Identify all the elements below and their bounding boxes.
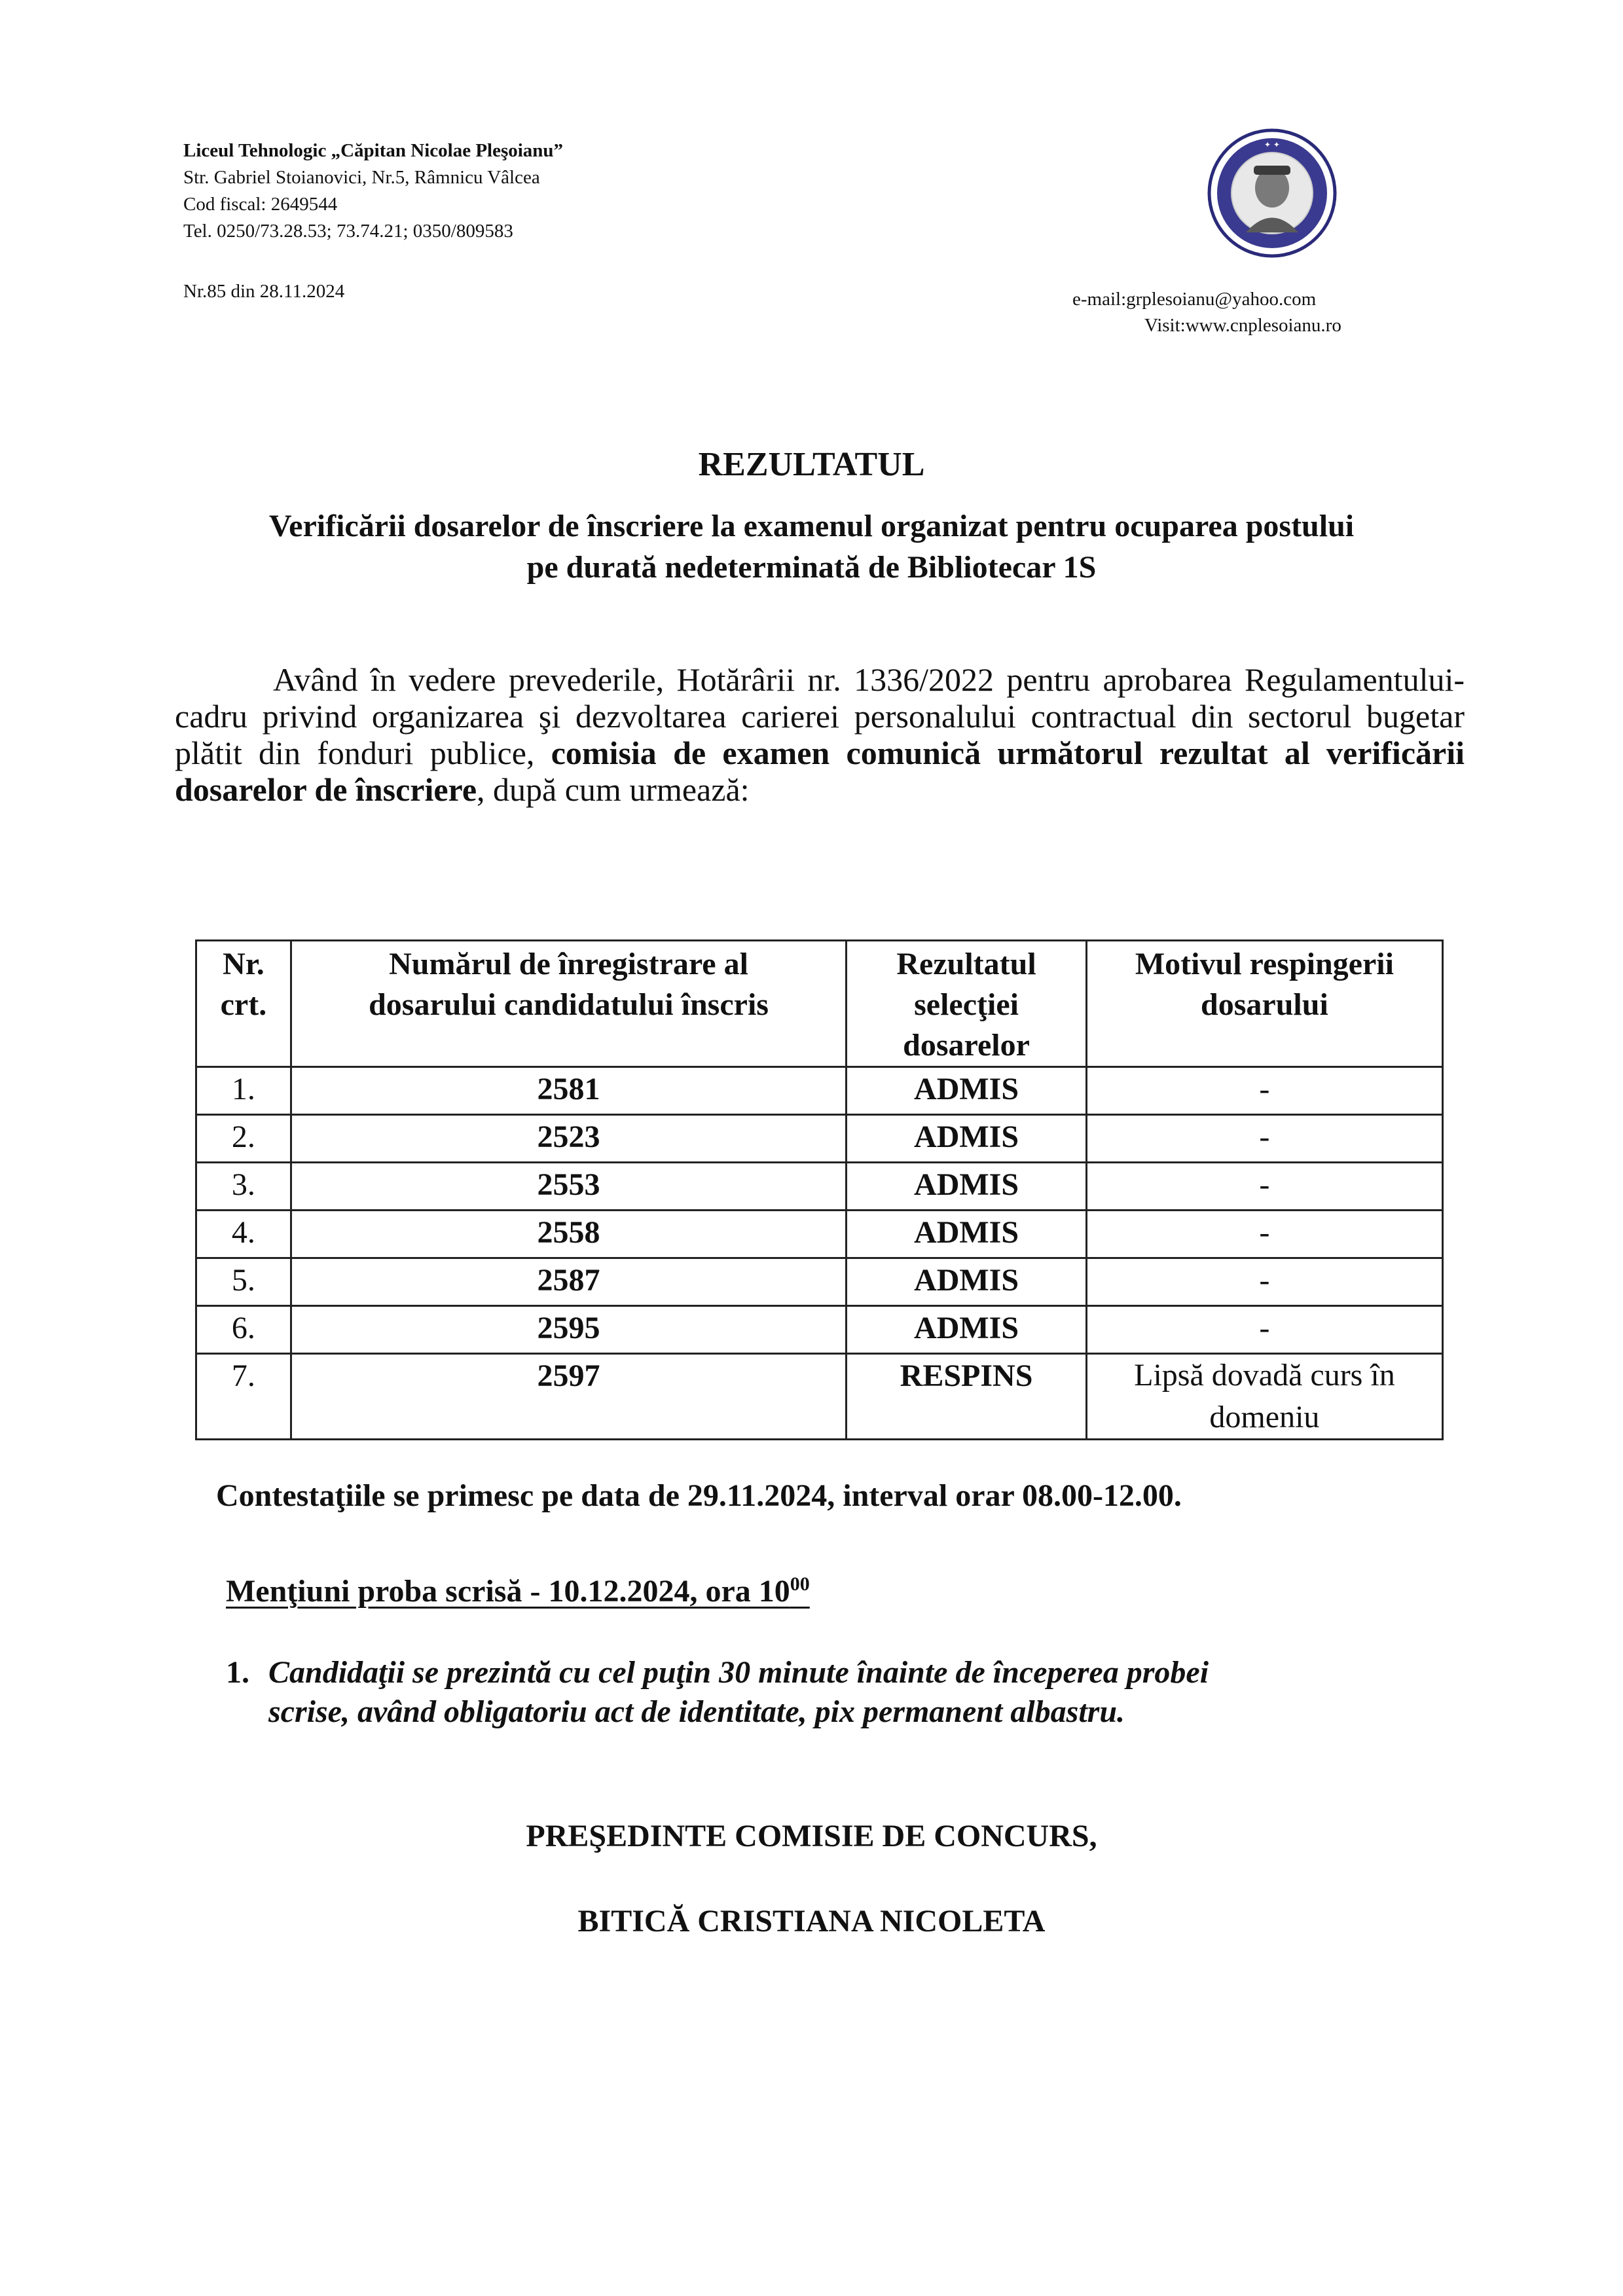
table-row — [196, 1067, 1443, 1115]
row-registration-number: 2587 — [291, 1258, 846, 1306]
school-address: Str. Gabriel Stoianovici, Nr.5, Râmnicu Vâlcea — [183, 167, 540, 188]
reason-line2: domeniu — [1209, 1400, 1320, 1434]
header-registration-number — [291, 941, 846, 1067]
table-row — [196, 1163, 1443, 1211]
row-result: ADMIS — [847, 1258, 1087, 1306]
intro-text-start: Având în vedere prevederile, Hotărârii nr. 1336/2022 pentru aprobarea Regulamentului-cadru privind organizarea şi dezvoltarea carierei personalului contractual din sectorul bugetar plătit din fonduri publice, — [175, 661, 1465, 771]
header-nr-line1: Nr. — [223, 947, 264, 981]
fiscal-code: Cod fiscal: 2649544 — [183, 194, 338, 215]
row-result: ADMIS — [847, 1067, 1087, 1115]
table-row — [196, 1258, 1443, 1306]
row-nr: 2. — [196, 1115, 291, 1163]
header-result-line2: selecţiei — [914, 987, 1019, 1022]
row-registration-number: 2523 — [291, 1115, 846, 1163]
table-row — [196, 1211, 1443, 1258]
header-reg-line2: dosarului candidatului înscris — [369, 987, 769, 1022]
row-nr: 6. — [196, 1306, 291, 1354]
document-subtitle-line1: Verificării dosarelor de înscriere la examenul organizat pentru ocuparea postului — [268, 509, 1355, 543]
row-reason: - — [1086, 1211, 1442, 1258]
school-name: Liceul Tehnologic „Căpitan Nicolae Pleşoianu” — [183, 140, 564, 161]
row-nr: 1. — [196, 1067, 291, 1115]
results-table — [195, 939, 1444, 1440]
row-reason — [1086, 1354, 1442, 1440]
mentions-heading-text: Menţiuni proba scrisă - 10.12.2024, ora 10 — [226, 1574, 790, 1609]
mentions-heading — [226, 1565, 810, 1611]
intro-paragraph — [175, 661, 1465, 808]
row-reason: - — [1086, 1115, 1442, 1163]
row-result: ADMIS — [847, 1163, 1087, 1211]
website: Visit:www.cnplesoianu.ro — [1144, 315, 1341, 336]
row-nr: 3. — [196, 1163, 291, 1211]
row-nr: 5. — [196, 1258, 291, 1306]
row-nr: 7. — [196, 1354, 291, 1440]
committee-president-name: BITICĂ CRISTIANA NICOLETA — [577, 1904, 1046, 1939]
mentions-item-line2: scrise, având obligatoriu act de identitate, pix permanent albastru. — [268, 1694, 1125, 1729]
mentions-heading-superscript: 00 — [790, 1573, 810, 1595]
row-result: ADMIS — [847, 1211, 1087, 1258]
email-address: e-mail:grplesoianu@yahoo.com — [1072, 289, 1317, 310]
header-nr-line2: crt. — [220, 987, 267, 1022]
row-registration-number: 2581 — [291, 1067, 846, 1115]
document-title: REZULTATUL — [698, 446, 925, 483]
mentions-item-number: 1. — [226, 1655, 249, 1690]
row-reason: - — [1086, 1067, 1442, 1115]
row-result: RESPINS — [847, 1354, 1087, 1440]
document-subtitle-line2: pe durată nedeterminată de Bibliotecar 1S — [526, 550, 1097, 585]
row-registration-number: 2597 — [291, 1354, 846, 1440]
row-reason: - — [1086, 1258, 1442, 1306]
header-rejection-reason — [1086, 941, 1442, 1067]
intro-text-bold: comisia de examen comunică următorul rezultat al verificării dosarelor de înscriere — [175, 735, 1465, 808]
row-reason: - — [1086, 1306, 1442, 1354]
table-row — [196, 1115, 1443, 1163]
intro-text-end: , după cum urmează: — [477, 771, 750, 808]
table-row — [196, 1306, 1443, 1354]
header-reason-line2: dosarului — [1201, 987, 1328, 1022]
row-registration-number: 2558 — [291, 1211, 846, 1258]
table-row — [196, 1354, 1443, 1440]
header-reason-line1: Motivul respingerii — [1135, 947, 1394, 981]
contestations-note: Contestaţiile se primesc pe data de 29.11.2024, interval orar 08.00-12.00. — [216, 1478, 1182, 1513]
row-reason: - — [1086, 1163, 1442, 1211]
header-result-line1: Rezultatul — [896, 947, 1036, 981]
row-registration-number: 2595 — [291, 1306, 846, 1354]
header-reg-line1: Numărul de înregistrare al — [389, 947, 748, 981]
registration-number: Nr.85 din 28.11.2024 — [183, 281, 345, 302]
header-selection-result — [847, 941, 1087, 1067]
header-nr-crt — [196, 941, 291, 1067]
header-result-line3: dosarelor — [903, 1028, 1030, 1063]
row-result: ADMIS — [847, 1115, 1087, 1163]
row-registration-number: 2553 — [291, 1163, 846, 1211]
committee-president-role: PREŞEDINTE COMISIE DE CONCURS, — [526, 1819, 1097, 1853]
row-nr: 4. — [196, 1211, 291, 1258]
school-seal-logo — [1207, 128, 1338, 259]
mentions-item-line1: Candidaţii se prezintă cu cel puţin 30 minute înainte de începerea probei — [268, 1655, 1209, 1690]
mentions-item — [268, 1653, 1209, 1732]
school-header — [183, 137, 563, 245]
row-result: ADMIS — [847, 1306, 1087, 1354]
svg-text:✦ ✦: ✦ ✦ — [1264, 140, 1280, 149]
table-header-row — [196, 941, 1443, 1067]
phone-numbers: Tel. 0250/73.28.53; 73.74.21; 0350/809583 — [183, 221, 513, 242]
reason-line1: Lipsă dovadă curs în — [1134, 1358, 1395, 1393]
